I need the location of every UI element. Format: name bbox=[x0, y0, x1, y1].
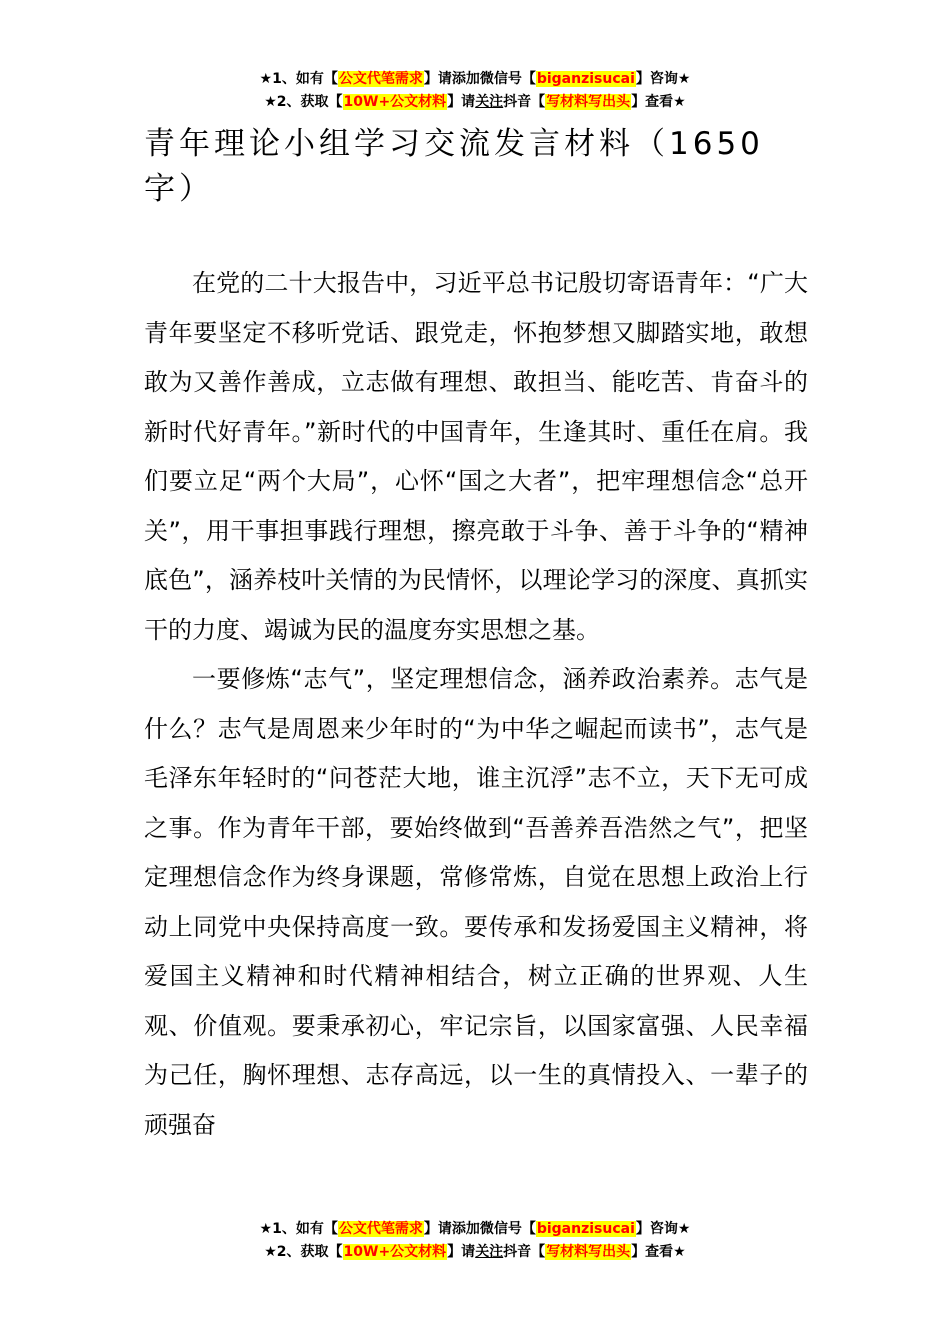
highlight-materials: 10W+公文材料 bbox=[343, 1244, 447, 1260]
promo-line-1: ★1、如有【公文代笔需求】请添加微信号【biganzisucai】咨询★ bbox=[259, 1221, 691, 1237]
promo-line-1: ★1、如有【公文代笔需求】请添加微信号【biganzisucai】咨询★ bbox=[259, 71, 691, 87]
paragraph-intro: 在党的二十大报告中，习近平总书记殷切寄语青年：“广大青年要坚定不移听党话、跟党走，怀抱梦想又脚踏实地，敢想敢为又善作善成，立志做有理想、敢担当、能吃苦、肯奋斗的新时代好青年。”新时代的中国青年，生逢其时、重任在肩。我们要立足“两个大局”，心怀“国之大者”，把牢理想信念“总开关”，用干事担事践行理想，擦亮敢于斗争、善于斗争的“精神底色”，涵养枝叶关情的为民情怀，以理论学习的深度、真抓实干的力度、竭诚为民的温度夯实思想之基。 bbox=[144, 269, 808, 644]
highlight-service: 公文代笔需求 bbox=[338, 71, 423, 87]
promo-line-2: ★2、获取【10W+公文材料】请关注抖音【写材料写出头】查看★ bbox=[264, 1244, 686, 1260]
promo-banner-top bbox=[0, 68, 950, 114]
highlight-wechat-id: biganzisucai bbox=[536, 1221, 635, 1237]
document-body bbox=[144, 259, 808, 1150]
document-content bbox=[144, 122, 808, 1150]
highlight-wechat-id: biganzisucai bbox=[536, 71, 635, 87]
highlight-douyin: 写材料写出头 bbox=[546, 1244, 631, 1260]
highlight-douyin: 写材料写出头 bbox=[546, 94, 631, 110]
highlight-service: 公文代笔需求 bbox=[338, 1221, 423, 1237]
page-title: 青年理论小组学习交流发言材料（1650字） bbox=[144, 126, 764, 207]
promo-banner-bottom bbox=[0, 1218, 950, 1264]
promo-line-2: ★2、获取【10W+公文材料】请关注抖音【写材料写出头】查看★ bbox=[264, 94, 686, 110]
highlight-materials: 10W+公文材料 bbox=[343, 94, 447, 110]
paragraph-aspiration: 一要修炼“志气”，坚定理想信念，涵养政治素养。志气是什么？志气是周恩来少年时的“为中华之崛起而读书”，志气是毛泽东年轻时的“问苍茫大地，谁主沉浮”志不立，天下无可成之事。作为青年干部，要始终做到“吾善养吾浩然之气”，把坚定理想信念作为终身课题，常修常炼，自觉在思想上政治上行动上同党中央保持高度一致。要传承和发扬爱国主义精神，将爱国主义精神和时代精神相结合，树立正确的世界观、人生观、价值观。要秉承初心，牢记宗旨，以国家富强、人民幸福为己任，胸怀理想、志存高远，以一生的真情投入、一辈子的顽强奋 bbox=[144, 665, 808, 1139]
